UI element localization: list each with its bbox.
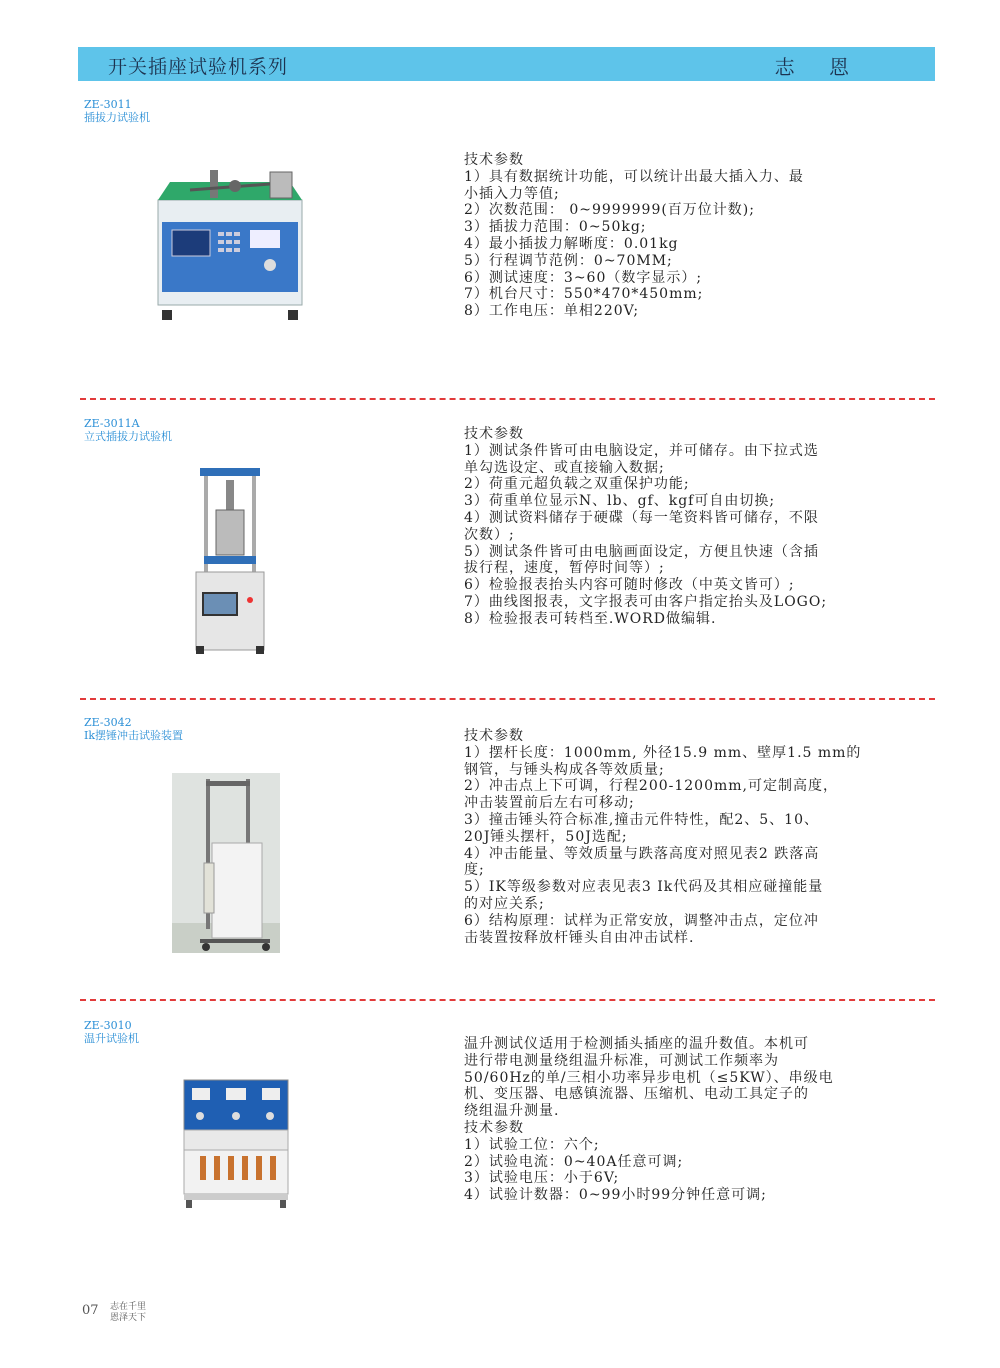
footer-slogan xyxy=(110,1302,146,1324)
param-line: 1）具有数据统计功能，可以统计出最大插入力、最 xyxy=(464,168,804,185)
slogan-line: 恩泽天下 xyxy=(110,1313,147,1323)
page-number: 07 xyxy=(82,1303,99,1318)
params-heading: 技术参数 xyxy=(464,152,524,168)
param-line: 8）工作电压：单相220V; xyxy=(464,303,640,320)
model-code: ZE-3011 xyxy=(84,98,132,111)
param-line: 1）摆杆长度：1000mm, 外径15.9 mm、壁厚1.5 mm的 xyxy=(464,744,862,761)
param-line: 8）检验报表可转档至.WORD做编辑. xyxy=(464,610,717,627)
params-heading: 技术参数 xyxy=(464,1119,524,1136)
intro-line: 机、变压器、电感镇流器、压缩机、电动工具定子的 xyxy=(464,1086,809,1103)
param-line: 1）测试条件皆可由电脑设定，并可储存。由下拉式选 xyxy=(464,442,819,459)
tech-params xyxy=(464,1036,904,1204)
tech-params xyxy=(464,728,904,946)
param-line: 单勾选设定、或直接输入数据; xyxy=(464,459,665,476)
param-line: 1）试验工位：六个; xyxy=(464,1136,600,1153)
model-code: ZE-3042 xyxy=(84,716,132,729)
intro-line: 50/60Hz的单/三相小功率异步电机（≤5KW）、串级电 xyxy=(464,1069,834,1086)
product-name: 插拔力试验机 xyxy=(84,111,150,124)
param-line: 20J锤头摆杆，50J选配; xyxy=(464,828,628,845)
tech-params xyxy=(464,152,904,320)
brand-name: 志 恩 xyxy=(774,55,863,79)
param-line: 钢管，与锤头构成各等效质量; xyxy=(464,761,665,778)
intro-line: 温升测试仪适用于检测插头插座的温升数值。本机可 xyxy=(464,1036,809,1052)
param-line: 2）试验电流：0~40A任意可调; xyxy=(464,1153,684,1170)
product-label xyxy=(84,1019,139,1045)
param-line: 2）次数范围： 0~9999999(百万位计数); xyxy=(464,202,755,219)
section-divider xyxy=(80,698,935,700)
param-line: 7）曲线图报表，文字报表可由客户指定抬头及LOGO; xyxy=(464,593,828,610)
product-label xyxy=(84,98,150,124)
product-name: 温升试验机 xyxy=(84,1032,139,1045)
header-bar xyxy=(78,47,935,81)
param-line: 小插入力等值; xyxy=(464,185,560,202)
section-divider xyxy=(80,999,935,1001)
param-line: 击装置按释放杆锤头自由冲击试样. xyxy=(464,929,695,946)
intro-line: 绕组温升测量. xyxy=(464,1103,560,1120)
tech-params xyxy=(464,426,904,628)
product-label xyxy=(84,716,183,742)
param-line: 2）冲击点上下可调，行程200-1200mm,可定制高度， xyxy=(464,778,838,795)
param-line: 3）荷重单位显示N、lb、gf、kgf可自由切换; xyxy=(464,493,776,510)
temperature-rise-tester-image xyxy=(178,1076,296,1211)
param-line: 拔行程，速度，暂停时间等）; xyxy=(464,560,665,577)
params-heading: 技术参数 xyxy=(464,426,524,442)
param-line: 6）检验报表抬头内容可随时修改（中英文皆可）; xyxy=(464,577,795,594)
model-code: ZE-3010 xyxy=(84,1019,132,1032)
product-name: Ik摆锤冲击试验装置 xyxy=(84,729,184,742)
product-name: 立式插拔力试验机 xyxy=(84,430,172,443)
param-line: 4）最小插拔力解晰度：0.01kg xyxy=(464,235,679,252)
param-line: 3）试验电压：小于6V; xyxy=(464,1170,620,1187)
param-line: 3）插拔力范围：0~50kg; xyxy=(464,219,647,236)
plug-force-tester-image xyxy=(150,170,310,325)
param-line: 的对应关系; xyxy=(464,895,545,912)
page-title: 开关插座试验机系列 xyxy=(108,56,289,78)
param-line: 4）测试资料储存于硬碟（每一笔资料皆可储存，不限 xyxy=(464,509,819,526)
section-divider xyxy=(80,398,935,400)
product-label xyxy=(84,417,172,443)
param-line: 5）行程调节范例：0~70MM; xyxy=(464,252,673,269)
param-line: 4）冲击能量、等效质量与跌落高度对照见表2 跌落高 xyxy=(464,845,820,862)
param-line: 2）荷重元超负载之双重保护功能; xyxy=(464,476,690,493)
ik-pendulum-impact-device-image xyxy=(172,773,280,953)
vertical-plug-force-tester-image xyxy=(190,460,270,655)
param-line: 7）机台尺寸：550*470*450mm; xyxy=(464,286,704,303)
intro-line: 进行带电测量绕组温升标准，可测试工作频率为 xyxy=(464,1052,779,1069)
params-heading: 技术参数 xyxy=(464,728,524,744)
param-line: 次数）; xyxy=(464,526,515,543)
param-line: 3）撞击锤头符合标准,撞击元件特性，配2、5、10、 xyxy=(464,811,819,828)
slogan-line: 志在千里 xyxy=(110,1302,147,1312)
param-line: 度; xyxy=(464,862,485,879)
param-line: 冲击装置前后左右可移动; xyxy=(464,795,635,812)
model-code: ZE-3011A xyxy=(84,417,140,430)
param-line: 4）试验计数器：0~99小时99分钟任意可调; xyxy=(464,1187,767,1204)
param-line: 6）测试速度：3~60（数字显示）; xyxy=(464,269,703,286)
param-line: 5）IK等级参数对应表见表3 Ik代码及其相应碰撞能量 xyxy=(464,879,824,896)
param-line: 5）测试条件皆可由电脑画面设定，方便且快速（含插 xyxy=(464,543,819,560)
param-line: 6）结构原理：试样为正常安放，调整冲击点，定位冲 xyxy=(464,912,819,929)
